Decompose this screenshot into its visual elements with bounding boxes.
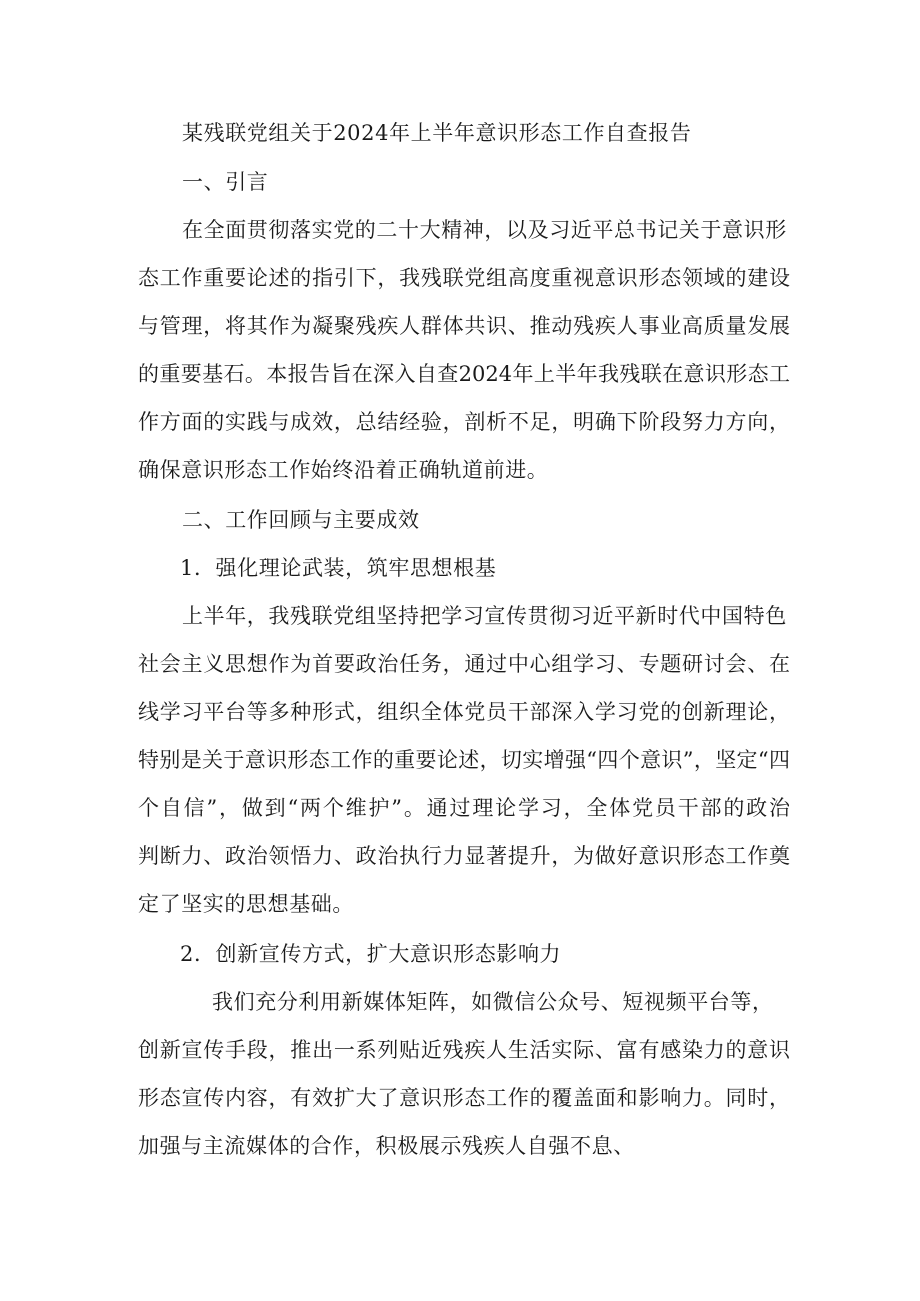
paragraph-line: 社会主义思想作为首要政治任务，通过中心组学习、专题研讨会、在: [138, 652, 790, 676]
paragraph-line: 上半年，我残联党组坚持把学习宣传贯彻习近平新时代中国特色: [182, 604, 787, 628]
paragraph-line: 线学习平台等多种形式，组织全体党员干部深入学习党的创新理论，: [138, 700, 790, 724]
paragraph-line: 确保意识形态工作始终沿着正确轨道前进。: [138, 458, 549, 482]
paragraph-line: 特别是关于意识形态工作的重要论述，切实增强“四个意识”，坚定“四: [138, 748, 790, 772]
document-title: 某残联党组关于2024年上半年意识形态工作自查报告: [182, 121, 692, 145]
paragraph-line: 创新宣传手段，推出一系列贴近残疾人生活实际、富有感染力的意识: [138, 1038, 790, 1062]
paragraph-line: 与管理，将其作为凝聚残疾人群体共识、推动残疾人事业高质量发展: [138, 314, 790, 338]
paragraph-line: 在全面贯彻落实党的二十大精神，以及习近平总书记关于意识形: [182, 218, 787, 242]
paragraph-line: 个自信”，做到“两个维护”。通过理论学习，全体党员干部的政治: [138, 796, 790, 820]
paragraph-line: 我们充分利用新媒体矩阵，如微信公众号、短视频平台等，: [212, 990, 774, 1014]
item-heading-theory: 1．强化理论武装，筑牢思想根基: [180, 556, 497, 580]
paragraph-line: 判断力、政治领悟力、政治执行力显著提升，为做好意识形态工作奠: [138, 844, 790, 868]
paragraph-line: 定了坚实的思想基础。: [138, 892, 354, 916]
paragraph-line: 形态宣传内容，有效扩大了意识形态工作的覆盖面和影响力。同时，: [138, 1086, 790, 1110]
section-heading-review: 二、工作回顾与主要成效: [182, 508, 420, 532]
paragraph-line: 加强与主流媒体的合作，积极展示残疾人自强不息、: [138, 1134, 635, 1158]
paragraph-line: 的重要基石。本报告旨在深入自查2024年上半年我残联在意识形态工: [138, 362, 790, 386]
paragraph-line: 作方面的实践与成效，总结经验，剖析不足，明确下阶段努力方向，: [138, 410, 790, 434]
item-heading-publicity: 2．创新宣传方式，扩大意识形态影响力: [180, 942, 562, 966]
paragraph-line: 态工作重要论述的指引下，我残联党组高度重视意识形态领域的建设: [138, 266, 790, 290]
section-heading-intro: 一、引言: [182, 170, 269, 194]
